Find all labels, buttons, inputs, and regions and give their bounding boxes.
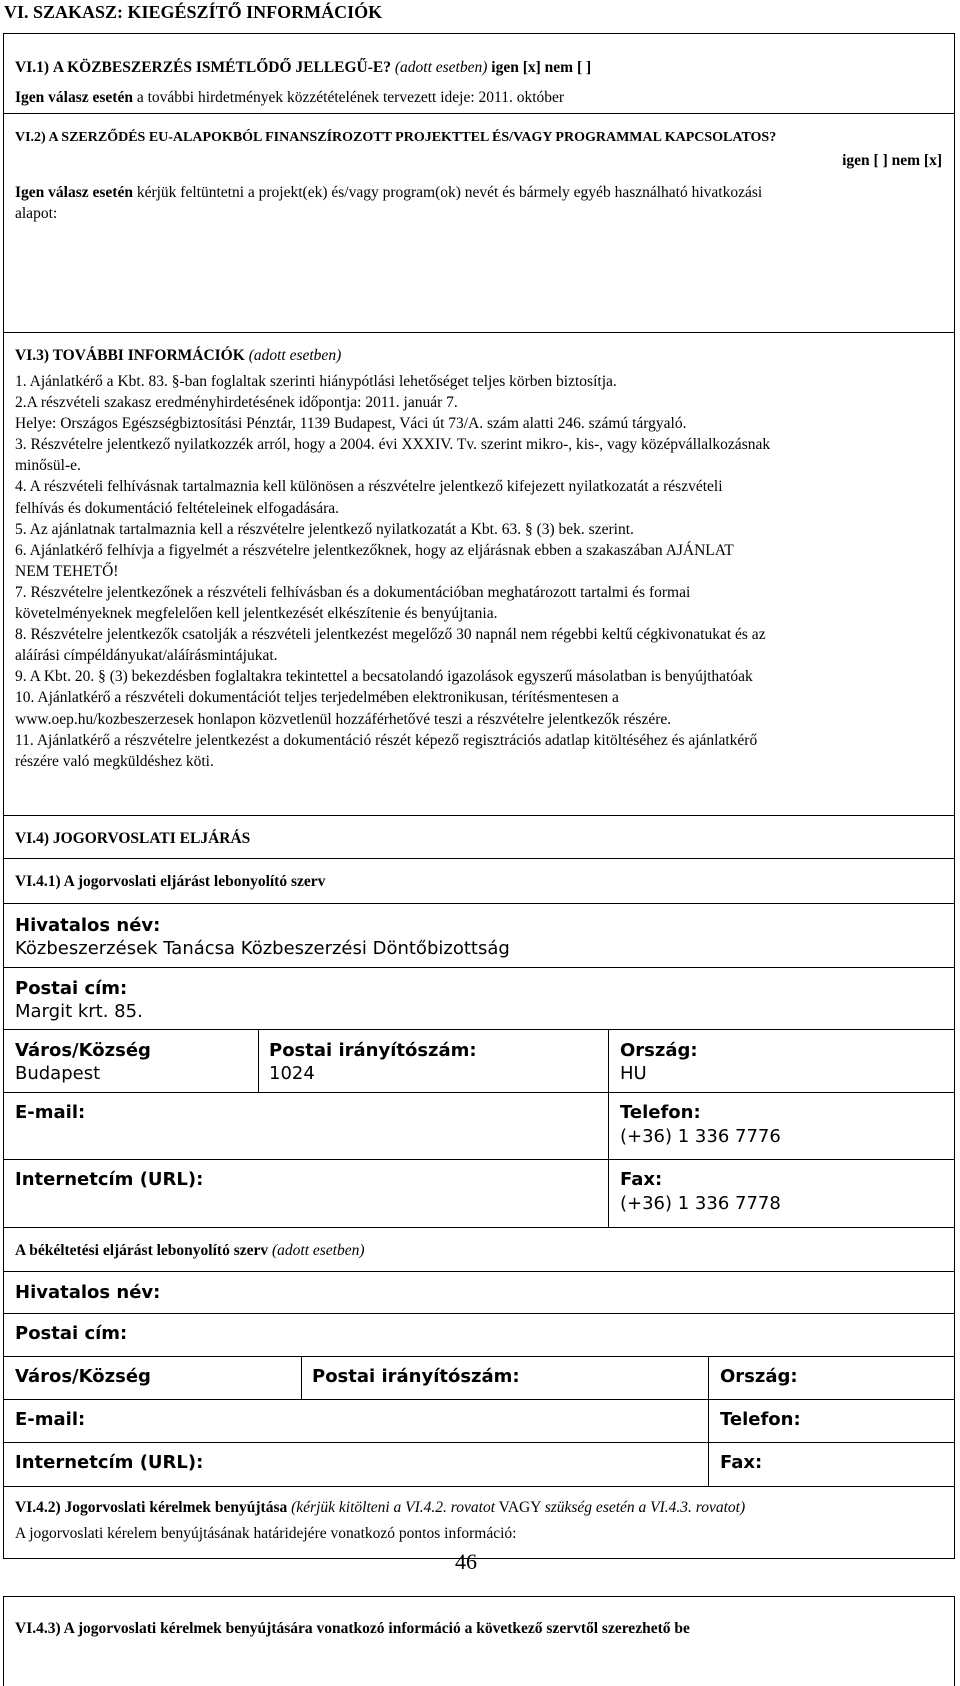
- vi43-heading: VI.4.3) A jogorvoslati kérelmek benyújtására vonatkozó információ a következő szervtől szerezhető be: [15, 1620, 690, 1637]
- vi3-line: 9. A Kbt. 20. § (3) bekezdésben foglaltakra tekintettel a becsatolandó igazolások egyszerű másolatban is benyújthatóak: [15, 668, 753, 686]
- appeal-body-block: [4, 904, 954, 1228]
- label-town-2: Város/Község: [15, 1366, 151, 1387]
- vi3-line: Helye: Országos Egészségbiztosítási Pénztár, 1139 Budapest, Váci út 73/A. szám alatti 246. számú tárgyaló.: [15, 415, 687, 433]
- section-mediation-heading: [4, 1228, 954, 1272]
- vi3-line: minősül-e.: [15, 457, 81, 475]
- vi3-line: 2.A részvételi szakasz eredményhirdetésének időpontja: 2011. január 7.: [15, 394, 458, 412]
- vi3-line: követelményeknek megfelelően kell jelentkezését elkészítenie és benyújtania.: [15, 605, 498, 623]
- value-postal-code: 1024: [269, 1063, 315, 1084]
- vi1-planned-date: a további hirdetmények közzétételének tervezett ideje: 2011. október: [136, 89, 565, 106]
- vi3-line: 11. Ajánlatkérő a részvételre jelentkezést a dokumentáció részét képező regisztrációs adatlap kitöltéséhez és ajánlatkérő: [15, 731, 758, 749]
- vi3-line: 4. A részvételi felhívásnak tartalmaznia kell különösen a részvételre jelentkező kifejezett nyilatkozatát a részvételi: [15, 478, 723, 496]
- vi42-deadline-info: A jogorvoslati kérelem benyújtásának határidejére vonatkozó pontos információ:: [15, 1525, 517, 1542]
- label-postal-address-2: Postai cím:: [15, 1323, 128, 1344]
- vi41-heading: VI.4.1) A jogorvoslati eljárást lebonyolító szerv: [15, 873, 326, 890]
- vi42-note2: szükség esetén a VI.4.3. rovatot): [544, 1499, 746, 1516]
- vi1-heading-note: (adott esetben): [394, 59, 488, 76]
- mediation-body-block: [4, 1272, 954, 1487]
- label-country: Ország:: [620, 1040, 698, 1061]
- mediation-heading: A békéltetési eljárást lebonyolító szerv: [15, 1242, 269, 1259]
- label-official-name-2: Hivatalos név:: [15, 1282, 161, 1303]
- vi1-yes-label: Igen válasz esetén: [15, 89, 133, 106]
- label-town: Város/Község: [15, 1040, 151, 1061]
- vi2-instruction: kérjük feltüntetni a projekt(ek) és/vagy program(ok) nevét és bármely egyéb használható hivatkozási: [136, 184, 763, 201]
- label-country-2: Ország:: [720, 1366, 798, 1387]
- value-fax: (+36) 1 336 7778: [620, 1193, 781, 1214]
- vi42-or: VAGY: [498, 1499, 541, 1516]
- vi3-line: felhívás és dokumentáció feltételeinek elfogadására.: [15, 499, 340, 517]
- value-town: Budapest: [15, 1063, 101, 1084]
- section-vi2: [4, 114, 954, 333]
- vi2-instruction-cont: alapot:: [15, 205, 58, 222]
- label-postal-code: Postai irányítószám:: [269, 1040, 477, 1061]
- vi43-box: [3, 1596, 955, 1686]
- vi1-heading-text: A KÖZBESZERZÉS ISMÉTLŐDŐ JELLEGŰ-E?: [52, 59, 391, 76]
- vi3-line: 3. Részvételre jelentkező nyilatkozzék arról, hogy a 2004. évi XXXIV. Tv. szerint mikro-, kis-, vagy középvállalkozásnak: [15, 436, 771, 454]
- label-email: E-mail:: [15, 1102, 86, 1123]
- section-vi41-heading: [4, 859, 954, 904]
- vi3-line: 10. Ajánlatkérő a részvételi dokumentációt teljes terjedelmében elektronikusan, térítésmentesen a: [15, 689, 619, 707]
- vi3-line: 8. Részvételre jelentkezők csatolják a részvételi jelentkezést megelőző 30 napnál nem régebbi keltű cégkivonatukat és az: [15, 626, 766, 644]
- page-number: 46: [455, 1549, 477, 1574]
- vi1-heading-num: VI.1): [15, 59, 50, 76]
- value-official-name: Közbeszerzések Tanácsa Közbeszerzési Döntőbizottság: [15, 938, 510, 959]
- vi3-heading: VI.3) TOVÁBBI INFORMÁCIÓK: [15, 347, 245, 364]
- label-email-2: E-mail:: [15, 1409, 86, 1430]
- vi2-answer: igen [ ] nem [x]: [842, 152, 942, 169]
- label-fax: Fax:: [620, 1169, 663, 1190]
- label-url-2: Internetcím (URL):: [15, 1452, 204, 1473]
- vi42-heading: VI.4.2) Jogorvoslati kérelmek benyújtása: [15, 1499, 288, 1516]
- main-box: [3, 33, 955, 1559]
- vi2-heading: VI.2) A SZERZŐDÉS EU-ALAPOKBÓL FINANSZÍROZOTT PROJEKTTEL ÉS/VAGY PROGRAMMAL KAPCSOLATOS?: [15, 130, 777, 145]
- vi3-line: 7. Részvételre jelentkezőnek a részvételi felhívásban és a dokumentációban meghatározott tartalmi és formai: [15, 583, 691, 601]
- vi3-info-list: [15, 371, 770, 772]
- vi1-answer: igen [x] nem [ ]: [491, 59, 592, 76]
- value-postal-address: Margit krt. 85.: [15, 1001, 143, 1022]
- mediation-note: (adott esetben): [271, 1242, 365, 1259]
- vi3-line: részére való megküldéshez köti.: [15, 752, 214, 770]
- label-phone: Telefon:: [620, 1102, 701, 1123]
- label-postal-address: Postai cím:: [15, 978, 128, 999]
- label-fax-2: Fax:: [720, 1452, 763, 1473]
- page-title: VI. SZAKASZ: KIEGÉSZÍTŐ INFORMÁCIÓK: [4, 2, 383, 22]
- label-official-name: Hivatalos név:: [15, 915, 161, 936]
- vi3-line: aláírási címpéldányukat/aláírásmintájukat.: [15, 647, 278, 665]
- label-url: Internetcím (URL):: [15, 1169, 204, 1190]
- vi3-line: 6. Ajánlatkérő felhívja a figyelmét a részvételre jelentkezőknek, hogy az eljárásnak ebben a szakaszában AJÁNLAT: [15, 541, 734, 559]
- value-phone: (+36) 1 336 7776: [620, 1126, 781, 1147]
- label-postal-code-2: Postai irányítószám:: [312, 1366, 520, 1387]
- vi3-line: www.oep.hu/kozbeszerzesek honlapon közvetlenül hozzáférhetővé teszi a részvételre jelentkezők részére.: [15, 710, 672, 728]
- vi4-heading: VI.4) JOGORVOSLATI ELJÁRÁS: [15, 830, 251, 847]
- value-country: HU: [620, 1063, 647, 1084]
- vi3-line: NEM TEHETŐ!: [15, 562, 119, 580]
- section-vi4-heading: [4, 816, 954, 859]
- vi2-yes-label: Igen válasz esetén: [15, 184, 133, 201]
- section-vi1: [4, 34, 954, 114]
- vi42-note1: (kérjük kitölteni a VI.4.2. rovatot: [291, 1499, 496, 1516]
- vi3-line: 1. Ajánlatkérő a Kbt. 83. §-ban foglaltak szerinti hiánypótlási lehetőséget teljes körben biztosítja.: [15, 373, 617, 390]
- label-phone-2: Telefon:: [720, 1409, 801, 1430]
- section-vi3: [4, 333, 954, 816]
- vi3-heading-note: (adott esetben): [248, 347, 342, 364]
- vi3-line: 5. Az ajánlatnak tartalmaznia kell a részvételre jelentkező nyilatkozatát a Kbt. 63. § (3) bek. szerint.: [15, 520, 634, 538]
